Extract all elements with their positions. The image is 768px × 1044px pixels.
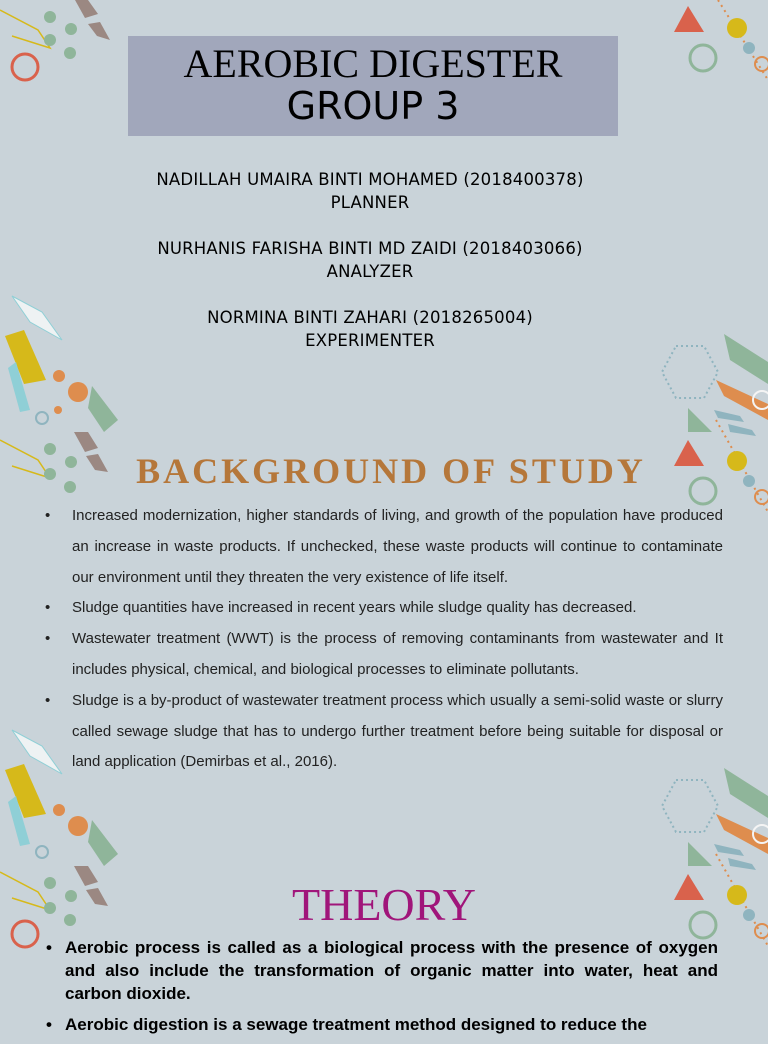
dotted-hexagon: [662, 780, 718, 832]
green-shape: [88, 820, 118, 866]
list-item-text: Increased modernization, higher standards of living, and growth of the population have produced an increase in waste products. If unchecked, these waste products will continue to contaminate our environment until they threaten the very existence of life itself.: [72, 507, 723, 586]
green-shape: [724, 768, 768, 818]
list-item-text: Aerobic process is called as a biological process with the presence of oxygen and also include the transformation of organic matter into water, heat and carbon dioxide.: [65, 938, 718, 1003]
member-role: EXPERIMENTER: [305, 331, 435, 350]
bullet-icon: •: [45, 599, 51, 617]
yellow-outline-shape: [0, 10, 50, 48]
bullet-icon: •: [46, 1015, 52, 1034]
green-dot: [44, 11, 56, 23]
member-role: PLANNER: [330, 193, 410, 212]
dotted-line: [718, 0, 768, 80]
green-triangle: [688, 842, 712, 866]
member-role: ANALYZER: [326, 262, 414, 281]
list-item-text: Aerobic digestion is a sewage treatment method designed to reduce the: [65, 1015, 647, 1034]
red-ring: [12, 54, 38, 80]
list-item: [45, 686, 723, 778]
title-box: [128, 36, 618, 136]
member-entry: [0, 168, 740, 214]
member-name: NURHANIS FARISHA BINTI MD ZAIDI (2018403066): [157, 239, 583, 258]
list-item: [45, 624, 723, 686]
bullet-icon: •: [45, 630, 51, 648]
orange-dot: [53, 804, 65, 816]
bullet-icon: •: [45, 507, 51, 524]
member-name: NORMINA BINTI ZAHARI (2018265004): [207, 308, 533, 327]
member-entry: [0, 237, 740, 283]
taupe-stripe-shape: [88, 22, 110, 40]
theory-heading: THEORY: [292, 879, 476, 930]
green-shape: [88, 386, 118, 432]
group-label: GROUP 3: [286, 84, 460, 128]
list-item-text: Sludge quantities have increased in recent years while sludge quality has decreased.: [72, 599, 637, 617]
orange-ring: [755, 57, 768, 71]
theory-list: [46, 936, 718, 1044]
list-item: [45, 593, 723, 624]
member-entry: [0, 306, 740, 352]
member-name: NADILLAH UMAIRA BINTI MOHAMED (2018400378): [156, 170, 584, 189]
bullet-icon: •: [46, 938, 52, 957]
orange-ring: [755, 490, 768, 504]
background-list: [45, 501, 723, 778]
teal-ring: [36, 846, 48, 858]
page-title: AEROBIC DIGESTER: [183, 41, 563, 86]
list-item: [46, 936, 718, 1005]
member-list: [0, 168, 740, 375]
bullet-icon: •: [45, 691, 51, 709]
yellow-dot: [727, 18, 747, 38]
teal-stripe: [728, 858, 756, 870]
list-item: [46, 1013, 718, 1036]
orange-dot: [68, 816, 88, 836]
list-item-text: Wastewater treatment (WWT) is the process of removing contaminants from wastewater and It includes physical, chemical, and biological processes to eliminate pollutants.: [72, 630, 723, 678]
red-triangle: [674, 6, 704, 32]
green-triangle: [688, 408, 712, 432]
orange-dot: [68, 382, 88, 402]
list-item-text: Sludge is a by-product of wastewater treatment process which usually a semi-solid waste or slurry called sewage sludge that has to undergo further treatment before being suitable for disposal or land application (Demirbas et al., 2016).: [72, 691, 723, 771]
green-dot: [64, 47, 76, 59]
green-dot: [65, 23, 77, 35]
green-ring: [690, 45, 716, 71]
teal-stripe: [728, 424, 756, 436]
taupe-stripe-shape: [74, 432, 98, 452]
list-item: [45, 501, 723, 593]
green-dot: [44, 34, 56, 46]
teal-dot: [743, 42, 755, 54]
background-heading: BACKGROUND OF STUDY: [136, 451, 646, 491]
teal-ring: [36, 412, 48, 424]
teal-stripe: [714, 410, 744, 422]
orange-dot: [54, 406, 62, 414]
taupe-stripe-shape: [75, 0, 98, 18]
teal-stripe: [714, 844, 744, 856]
